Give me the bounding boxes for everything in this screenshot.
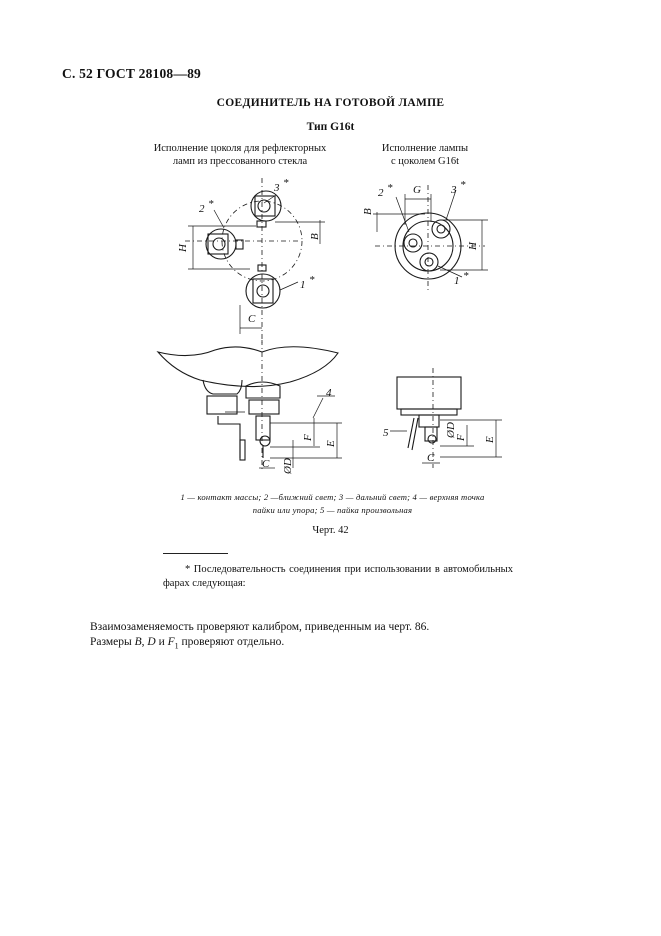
body-paragraph-1: Взаимозаменяемость проверяют калибром, приведенным иа черт. 86. xyxy=(90,621,430,633)
label-2-left-star: * xyxy=(208,198,214,210)
label-1-left: 1 xyxy=(300,279,306,291)
label-2-right-star: * xyxy=(387,182,393,194)
label-2-right: 2 xyxy=(378,187,384,199)
label-1-right-star: * xyxy=(463,270,469,282)
right-contact-2 xyxy=(404,234,422,252)
label-3-left-star: * xyxy=(283,177,289,189)
label-3-right-star: * xyxy=(460,179,466,191)
glass-reflector xyxy=(158,347,338,387)
right-contact-3 xyxy=(432,220,450,238)
caption-right-line2: с цоколем G16t xyxy=(390,156,459,167)
right-side-view xyxy=(390,368,502,468)
label-2-left: 2 xyxy=(199,203,205,215)
caption-right-line1: Исполнение лампы xyxy=(381,143,469,154)
para2-f-sub: 1 xyxy=(174,641,179,651)
body-paragraph-2 xyxy=(90,636,284,650)
para2-sep: , xyxy=(141,636,148,648)
label-g-right: G xyxy=(413,184,421,196)
caption-left-line2: ламп из прессованного стекла xyxy=(172,156,308,167)
label-1-right: 1 xyxy=(454,275,460,287)
contact-1-bottom xyxy=(246,265,280,308)
contact-3-top xyxy=(251,191,281,227)
figure-legend xyxy=(150,491,515,516)
para2-d: D xyxy=(147,636,156,648)
label-b-right: B xyxy=(362,208,374,215)
footnote-divider xyxy=(163,553,228,554)
para2-f: F xyxy=(167,636,175,648)
para2-prefix: Размеры xyxy=(90,636,135,648)
para2-and: и xyxy=(155,636,168,648)
base-body xyxy=(397,377,461,409)
label-d-right: ØD xyxy=(445,422,457,438)
label-e1-right: E xyxy=(484,436,496,443)
type-label: Тип G16t xyxy=(306,121,355,133)
caption-left-line1: Исполнение цоколя для рефлекторных xyxy=(153,143,327,154)
right-contact-1 xyxy=(420,253,438,271)
footnote: * Последовательность соединения при использовании в автомобильных фарах следующая: xyxy=(163,564,513,589)
label-h-right: H xyxy=(467,242,479,250)
label-h-left: H xyxy=(177,244,189,252)
label-f1-left: F xyxy=(302,434,314,441)
para2-suffix: проверяют отдельно. xyxy=(178,636,285,648)
section-title: СОЕДИНИТЕЛЬ НА ГОТОВОЙ ЛАМПЕ xyxy=(216,97,445,109)
page-header: С. 52 ГОСТ 28108—89 xyxy=(62,66,201,81)
label-3-left: 3 xyxy=(274,182,280,194)
para2-b: B xyxy=(134,636,142,648)
legend-line1: 1 — контакт массы; 2 —ближний свет; 3 — дальний свет; 4 — верхняя точка xyxy=(180,492,485,502)
contact-2-left xyxy=(206,229,243,259)
label-1-left-star: * xyxy=(309,274,315,286)
label-e1-left: E xyxy=(325,440,337,447)
label-c-left-top: C xyxy=(248,313,256,325)
label-c-right: C xyxy=(427,452,435,464)
left-side-view xyxy=(158,340,342,470)
right-top-view xyxy=(373,185,488,292)
figure-label: Черт. 42 xyxy=(312,525,349,536)
legend-line2: пайки или упора; 5 — пайка произвольная xyxy=(252,504,413,515)
label-d-left: ØD xyxy=(282,458,294,474)
label-5: 5 xyxy=(383,427,389,439)
label-b-left: B xyxy=(309,233,321,240)
label-4: 4 xyxy=(326,387,332,399)
label-c-left-bottom: C xyxy=(262,458,270,470)
drawing-labels xyxy=(177,177,496,475)
label-f1-right: F xyxy=(455,434,467,441)
label-3-right: 3 xyxy=(451,184,457,196)
